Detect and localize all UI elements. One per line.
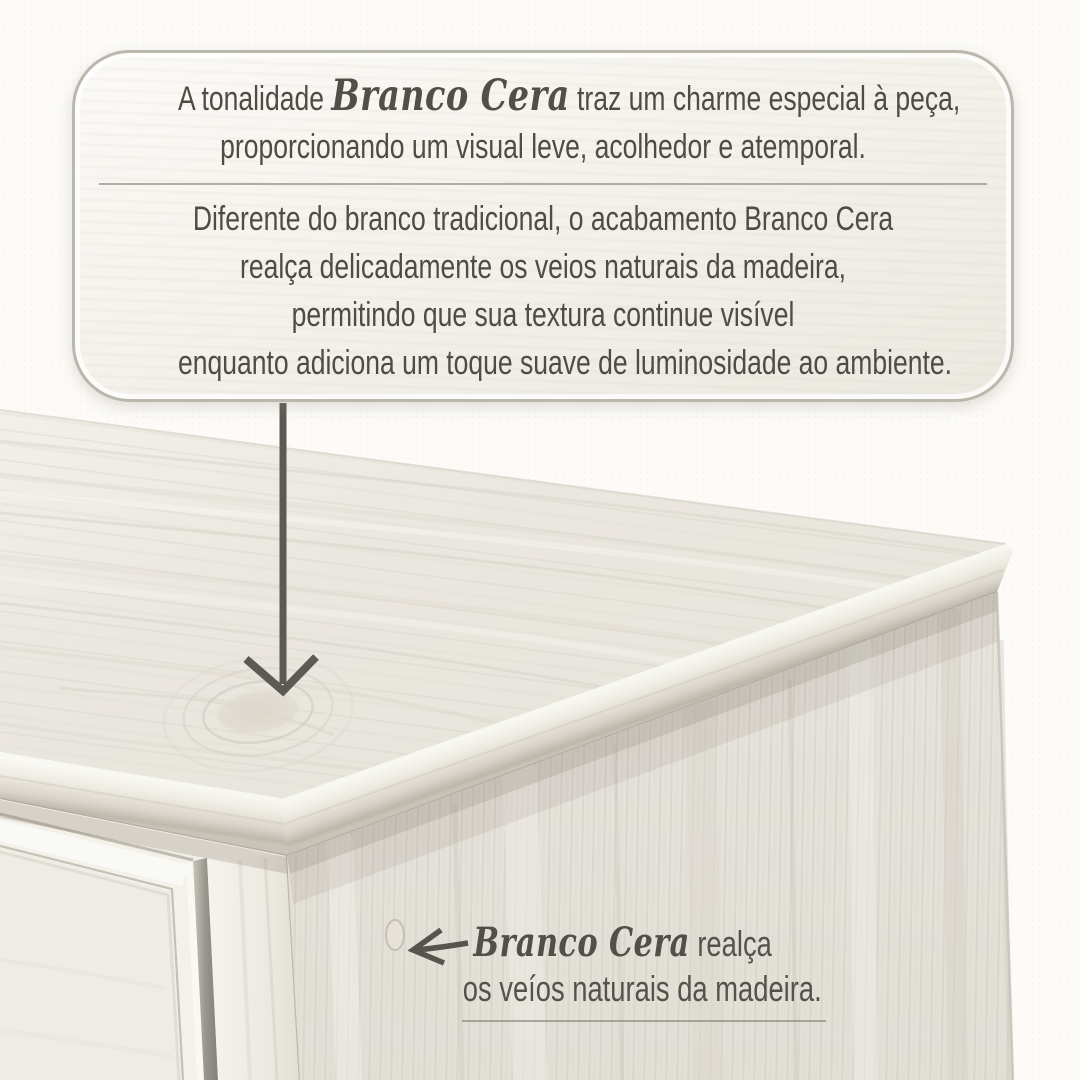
feature-label-line2: os veíos naturais da madeira. <box>462 967 826 1022</box>
callout-box <box>72 50 1014 402</box>
callout-body-line4: enquanto adiciona um toque suave de luminosidade ao ambiente. <box>177 344 953 382</box>
side-panel-knot <box>386 920 404 950</box>
feature-label-after-brand: realça <box>689 923 772 964</box>
callout-intro-line1 <box>177 71 961 123</box>
finish-name-script: Branco Cera <box>473 919 690 966</box>
callout-divider <box>99 183 987 185</box>
callout-body-line3: permitindo que sua textura continue visível <box>291 296 795 334</box>
callout-intro-post: traz um charme especial à peça, <box>569 80 961 118</box>
feature-label-line1 <box>462 921 826 967</box>
feature-label <box>462 921 941 1022</box>
callout-body-line1: Diferente do branco tradicional, o acabamento Branco Cera <box>192 200 894 238</box>
finish-name-script: Branco Cera <box>331 71 570 121</box>
cabinet-corner-stile <box>207 856 300 1080</box>
callout-intro-line2: proporcionando um visual leve, acolhedor e atemporal. <box>220 128 866 166</box>
callout-intro-pre: A tonalidade <box>177 80 332 118</box>
callout-body-line2: realça delicadamente os veios naturais da madeira, <box>240 248 846 286</box>
